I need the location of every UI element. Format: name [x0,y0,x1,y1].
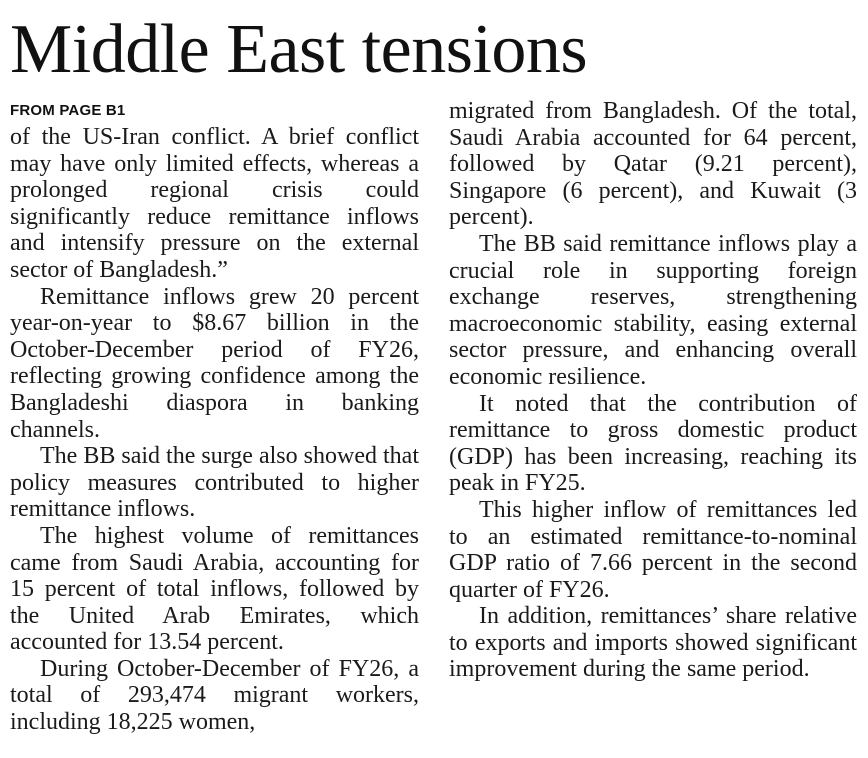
paragraph: of the US-Iran conflict. A brief conflict may have only limited effects, whereas a prolonged regional crisis could significantly reduce remittance inflows and intensify pressure on the external sector of Bangladesh.” [10,124,419,283]
article-column-right [449,98,857,683]
paragraph: The BB said remittance inflows play a crucial role in supporting foreign exchange reserves, strengthening macroeconomic stability, easing external sector pressure, and enhancing overall economic resilience. [449,230,857,390]
paragraph: The highest volume of remittances came from Saudi Arabia, accounting for 15 percent of total inflows, followed by the United Arab Emirates, which accounted for 13.54 percent. [10,522,419,656]
paragraph: It noted that the contribution of remittance to gross domestic product (GDP) has been increasing, reaching its peak in FY25. [449,390,857,497]
article-column-left [10,98,419,736]
paragraph: In addition, remittances’ share relative to exports and imports showed significant improvement during the same period. [449,603,857,683]
paragraph: The BB said the surge also showed that policy measures contributed to higher remittance inflows. [10,443,419,523]
headline: Middle East tensions [10,11,588,88]
paragraph: During October-December of FY26, a total of 293,474 migrant workers, including 18,225 women, [10,655,419,736]
paragraph: migrated from Bangladesh. Of the total, Saudi Arabia accounted for 64 percent, followed by Qatar (9.21 percent), Singapore (6 percent), and Kuwait (3 percent). [449,98,857,231]
paragraph: This higher inflow of remittances led to an estimated remittance-to-nominal GDP ratio of 7.66 percent in the second quarter of FY26. [449,496,857,603]
continued-from-label: FROM PAGE B1 [10,102,126,119]
paragraph: Remittance inflows grew 20 percent year-on-year to $8.67 billion in the October-December period of FY26, reflecting growing confidence among the Bangladeshi diaspora in banking channels. [10,283,419,443]
